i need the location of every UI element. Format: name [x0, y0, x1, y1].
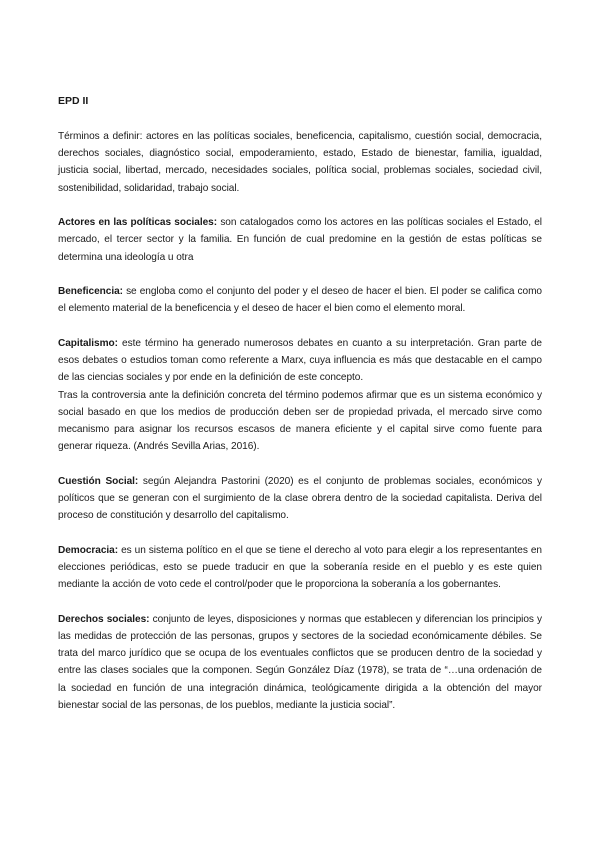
section-term: Derechos sociales: — [58, 613, 150, 625]
section-term: Beneficencia: — [58, 286, 123, 298]
section-text: se engloba como el conjunto del poder y el deseo de hacer el bien. El poder se califica como el elemento material de la beneficencia y el deseo de hacer el bien como el elemento moral. — [58, 286, 542, 315]
section-text: son catalogados como los actores en las políticas sociales el Estado, el mercado, el tercer sector y la familia. En función de cual predomine en la gestión de estas políticas se determina una ideología u otra — [58, 217, 542, 263]
section-term: Democracia: — [58, 544, 119, 556]
section-text: según Alejandra Pastorini (2020) es el conjunto de problemas sociales, económicos y políticos que se generan con el surgimiento de la clase obrera dentro de la sociedad capitalista. Deriva del proceso de constitución y desarrollo del capitalismo. — [58, 475, 542, 522]
section-text: conjunto de leyes, disposiciones y normas que establecen y diferencian los principios y las medidas de protección de las personas, grupos y sectores de la sociedad económicamente débiles. Se trata del marco jurídico que se ocupa de los eventuales conflictos que se producen dentro de la sociedad y entre las clases sociales que la componen. Según González Díaz (1978), se trata de “…una ordenación de la sociedad en función de una integración dinámica, teológicamente dirigida a la obtención del mayor bienestar social de las personas, de los pueblos, mediante la justicia social”. — [58, 613, 542, 711]
section-text: este término ha generado numerosos debates en cuanto a su interpretación. Gran parte de esos debates o estudios toman como referente a Marx, cuya influencia es más que destacable en el campo de las ciencias sociales y por ende en la definición de este concepto. — [58, 338, 542, 384]
section-term: Actores en las políticas sociales: — [58, 217, 218, 229]
section-derechos-sociales — [58, 611, 542, 714]
section-term: Cuestión Social: — [58, 475, 139, 487]
section-democracia — [58, 542, 542, 594]
intro-paragraph: Términos a definir: actores en las políticas sociales, beneficencia, capitalismo, cuestión social, democracia, derechos sociales, diagnóstico social, empoderamiento, estado, Estado de bienestar, familia, igualdad, justicia social, libertad, mercado, necesidades sociales, política social, problemas sociales, sociedad civil, sostenibilidad, solidaridad, trabajo social. — [58, 131, 542, 194]
document-body — [58, 92, 542, 731]
section-capitalismo — [58, 335, 542, 387]
section-text: es un sistema político en el que se tiene el derecho al voto para elegir a los representantes en elecciones periódicas, esto se puede traducir en que la soberanía reside en el pueblo y es este quien mediante la acción de voto cede el control/poder que le proporciona la soberanía a los gobernantes. — [58, 544, 542, 591]
section-capitalismo-continuation: Tras la controversia ante la definición concreta del término podemos afirmar que es un sistema económico y social basado en que los medios de producción deben ser de propiedad privada, el mercado sirve como mecanismo para asignar los recursos escasos de manera eficiente y el capital sirve como fuente para generar riqueza. (Andrés Sevilla Arias, 2016). — [58, 389, 542, 453]
section-actores — [58, 214, 542, 266]
document-title: EPD II — [58, 95, 89, 107]
section-term: Capitalismo: — [58, 338, 118, 349]
section-beneficencia — [58, 283, 542, 317]
section-cuestion-social — [58, 473, 542, 525]
